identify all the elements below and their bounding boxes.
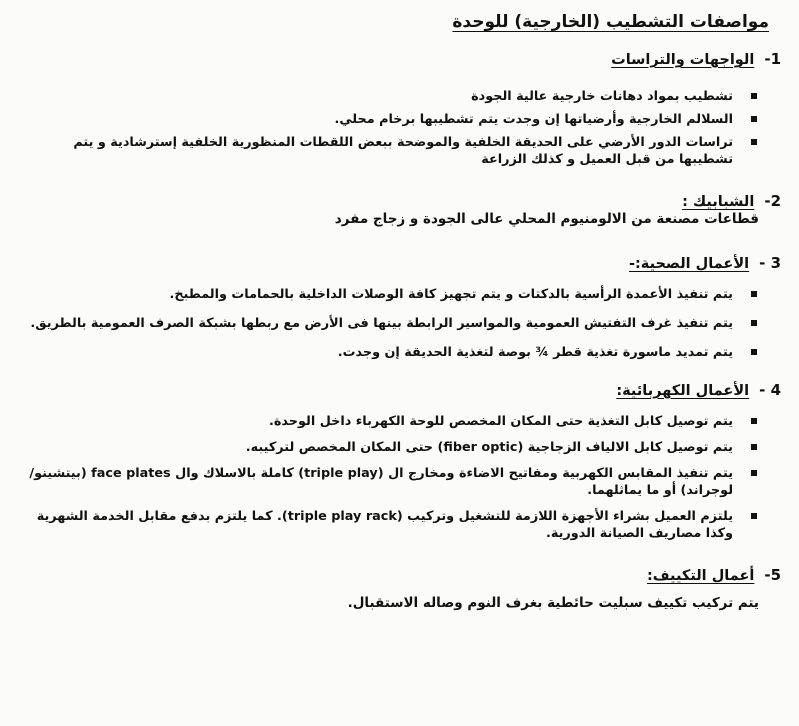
bullet-square-icon bbox=[751, 513, 757, 519]
section-air-conditioning bbox=[18, 566, 781, 612]
list-item: يتم تنفيذ المقابس الكهربية ومفاتيح الاضاءة ومخارج ال (triple play) كاملة بالاسلاك وال face plates (بيتشينو/لوجراند) أو ما يماثلهما. bbox=[18, 465, 757, 499]
bullet-square-icon bbox=[751, 470, 757, 476]
section-list bbox=[18, 286, 781, 361]
list-item: يتم توصيل كابل التغذية حتى المكان المخصص للوحة الكهرباء داخل الوحدة. bbox=[18, 413, 757, 430]
bullet-square-icon bbox=[751, 349, 757, 355]
list-item: يتم تمديد ماسورة تغذية قطر ¾ بوصة لتغذية الحديقة إن وجدت. bbox=[18, 344, 757, 361]
section-list bbox=[18, 413, 781, 542]
section-number: 3 - bbox=[759, 254, 781, 272]
section-heading bbox=[18, 566, 781, 584]
section-heading bbox=[18, 381, 781, 399]
list-item: السلالم الخارجية وأرضياتها إن وجدت يتم تشطيبها برخام محلي. bbox=[18, 111, 757, 128]
section-heading bbox=[18, 192, 781, 210]
section-title: أعمال التكييف: bbox=[646, 568, 755, 584]
bullet-square-icon bbox=[751, 444, 757, 450]
section-text: يتم تركيب تكييف سبليت حائطية بغرف النوم وصاله الاستقبال. bbox=[347, 595, 759, 611]
bullet-square-icon bbox=[751, 116, 757, 122]
section-heading bbox=[18, 50, 781, 68]
list-item: تشطيب بمواد دهانات خارجية عالية الجودة bbox=[18, 88, 757, 105]
section-number: 2- bbox=[764, 192, 781, 210]
section-facades bbox=[18, 50, 781, 168]
section-plumbing bbox=[18, 254, 781, 361]
section-number: 5- bbox=[764, 566, 781, 584]
document-title: مواصفات التشطيب (الخارجية) للوحدة bbox=[452, 12, 769, 32]
section-title: الأعمال الكهربائية: bbox=[616, 383, 750, 399]
section-electrical bbox=[18, 381, 781, 542]
section-list bbox=[18, 88, 781, 168]
section-title: الواجهات والتراسات bbox=[611, 52, 755, 68]
list-item: يتم توصيل كابل الالياف الزجاجية (fiber optic) حتى المكان المخصص لتركيبه. bbox=[18, 439, 757, 456]
section-heading bbox=[18, 254, 781, 272]
section-number: 1- bbox=[764, 50, 781, 68]
bullet-square-icon bbox=[751, 320, 757, 326]
section-title: الأعمال الصحية:- bbox=[628, 256, 750, 272]
section-text: قطاعات مصنعة من الالومنيوم المحلي عالى الجودة و زجاج مفرد bbox=[334, 211, 759, 227]
bullet-square-icon bbox=[751, 418, 757, 424]
section-number: 4 - bbox=[759, 381, 781, 399]
list-item: يلتزم العميل بشراء الأجهزة اللازمة للتشغيل وتركيب (triple play rack). كما يلتزم بدفع مقابل الخدمة الشهرية وكذا مصاريف الصيانة الدورية. bbox=[18, 508, 757, 542]
list-item: تراسات الدور الأرضي على الحديقة الخلفية والموضحة ببعض اللقطات المنظورية الخلفية إسترشادية و يتم تشطيبها من قبل العميل و كذلك الزراعة bbox=[18, 134, 757, 168]
bullet-square-icon bbox=[751, 93, 757, 99]
list-item: يتم تنفيذ غرف التفتيش العمومية والمواسير الرابطة بينها فى الأرض مع ربطها بشبكة الصرف العمومية بالطريق. bbox=[18, 315, 757, 332]
bullet-square-icon bbox=[751, 139, 757, 145]
bullet-square-icon bbox=[751, 291, 757, 297]
section-windows bbox=[18, 192, 781, 228]
list-item: يتم تنفيذ الأعمدة الرأسية بالدكتات و يتم تجهيز كافة الوصلات الداخلية بالحمامات والمطبخ. bbox=[18, 286, 757, 303]
section-title: الشبابيك : bbox=[682, 194, 755, 210]
